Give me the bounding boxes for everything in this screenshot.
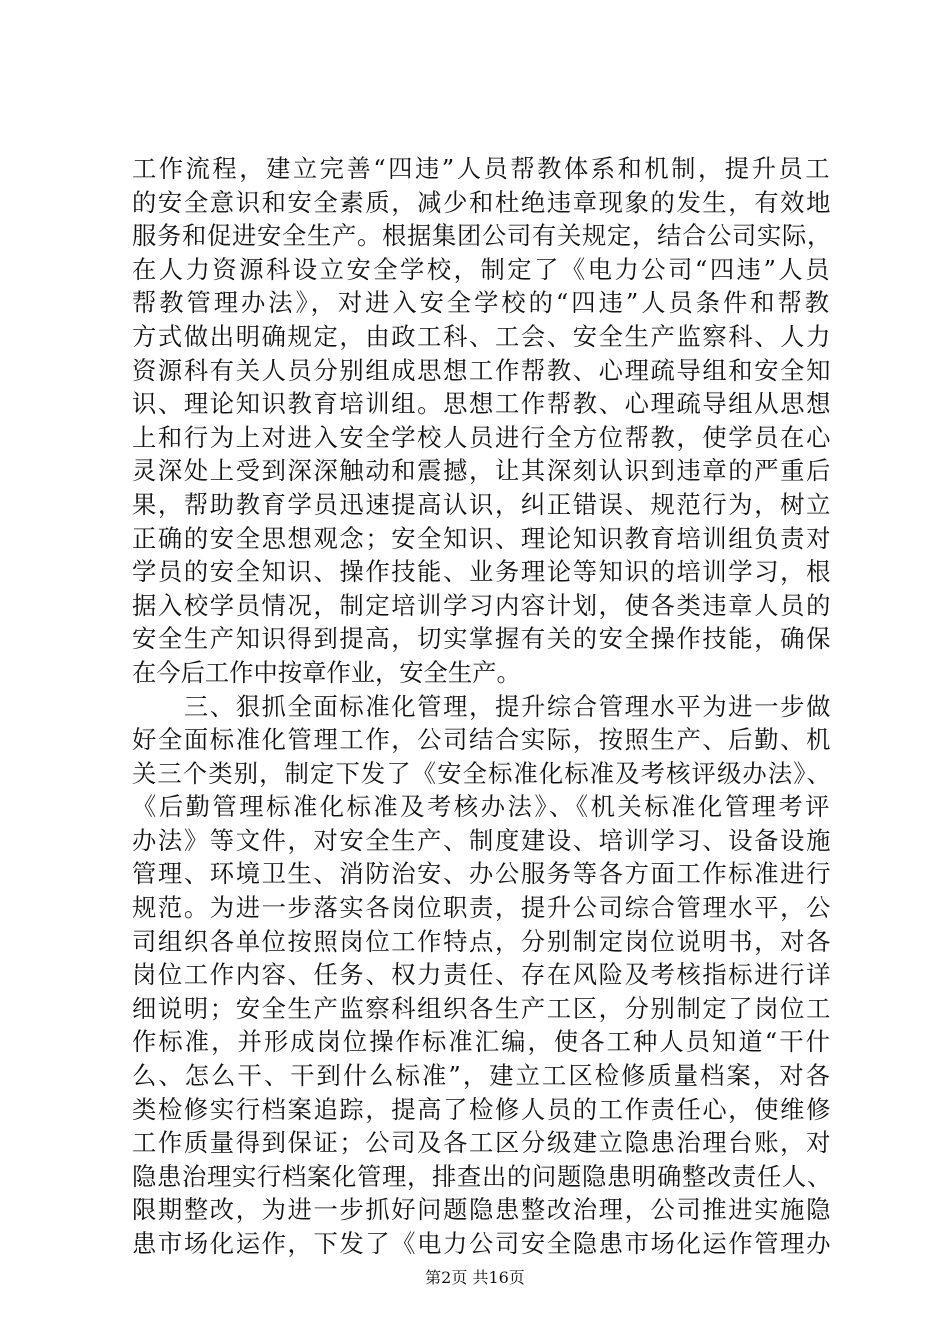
text-line: 办法》等文件，对安全生产、制度建设、培训学习、设备设施	[132, 825, 832, 855]
text-line: 方式做出明确规定，由政工科、工会、安全生产监察科、人力	[132, 321, 832, 351]
text-line: 帮教管理办法》，对进入安全学校的“四违”人员条件和帮教	[132, 288, 832, 318]
text-line: 限期整改，为进一步抓好问题隐患整改治理，公司推进实施隐	[132, 1195, 832, 1225]
page-footer: 第2页 共16页	[425, 1268, 525, 1287]
text-line: 么、怎么干、干到什么标准”，建立工区检修质量档案，对各	[132, 1061, 832, 1091]
text-line: 果，帮助教育学员迅速提高认识，纠正错误、规范行为，树立	[132, 489, 832, 519]
text-line: 正确的安全思想观念；安全知识、理论知识教育培训组负责对	[132, 523, 832, 553]
text-line: 上和行为上对进入安全学校人员进行全方位帮教，使学员在心	[132, 422, 832, 452]
text-line: 学员的安全知识、操作技能、业务理论等知识的培训学习，根	[132, 557, 832, 587]
text-line: 司组织各单位按照岗位工作特点，分别制定岗位说明书，对各	[132, 926, 832, 956]
text-line: 细说明；安全生产监察科组织各生产工区，分别制定了岗位工	[132, 993, 832, 1023]
text-line: 隐患治理实行档案化管理，排查出的问题隐患明确整改责任人、	[132, 1161, 832, 1191]
text-line: 在人力资源科设立安全学校，制定了《电力公司“四违”人员	[132, 254, 832, 284]
text-line: 好全面标准化管理工作，公司结合实际，按照生产、后勤、机	[132, 725, 832, 755]
text-line: 管理、环境卫生、消防治安、办公服务等各方面工作标准进行	[132, 859, 832, 889]
text-line: 灵深处上受到深深触动和震撼，让其深刻认识到违章的严重后	[132, 456, 832, 486]
text-line: 的安全意识和安全素质，减少和杜绝违章现象的发生，有效地	[132, 187, 832, 217]
text-line: 规范。为进一步落实各岗位职责，提升公司综合管理水平，公	[132, 893, 832, 923]
text-line: 作标准，并形成岗位操作标准汇编，使各工种人员知道“干什	[132, 1027, 832, 1057]
text-line: 《后勤管理标准化标准及考核办法》、《机关标准化管理考评	[132, 792, 832, 822]
text-line: 患市场化运作，下发了《电力公司安全隐患市场化运作管理办	[132, 1229, 832, 1258]
text-line: 三、狠抓全面标准化管理，提升综合管理水平为进一步做	[132, 691, 832, 721]
text-line: 工作流程，建立完善“四违”人员帮教体系和机制，提升员工	[132, 154, 832, 183]
text-line: 类检修实行档案追踪，提高了检修人员的工作责任心，使维修	[132, 1094, 832, 1124]
text-line: 服务和促进安全生产。根据集团公司有关规定，结合公司实际，	[132, 221, 832, 251]
text-line: 资源科有关人员分别组成思想工作帮教、心理疏导组和安全知	[132, 355, 832, 385]
text-line: 安全生产知识得到提高，切实掌握有关的安全操作技能，确保	[132, 624, 832, 654]
text-line: 岗位工作内容、任务、权力责任、存在风险及考核指标进行详	[132, 960, 832, 990]
text-line: 据入校学员情况，制定培训学习内容计划，使各类违章人员的	[132, 590, 832, 620]
text-line: 关三个类别，制定下发了《安全标准化标准及考核评级办法》、	[132, 758, 832, 788]
text-line: 识、理论知识教育培训组。思想工作帮教、心理疏导组从思想	[132, 389, 832, 419]
text-line: 工作质量得到保证；公司及各工区分级建立隐患治理台账，对	[132, 1128, 832, 1158]
body-text	[132, 152, 832, 1261]
text-line: 在今后工作中按章作业，安全生产。	[132, 657, 521, 687]
